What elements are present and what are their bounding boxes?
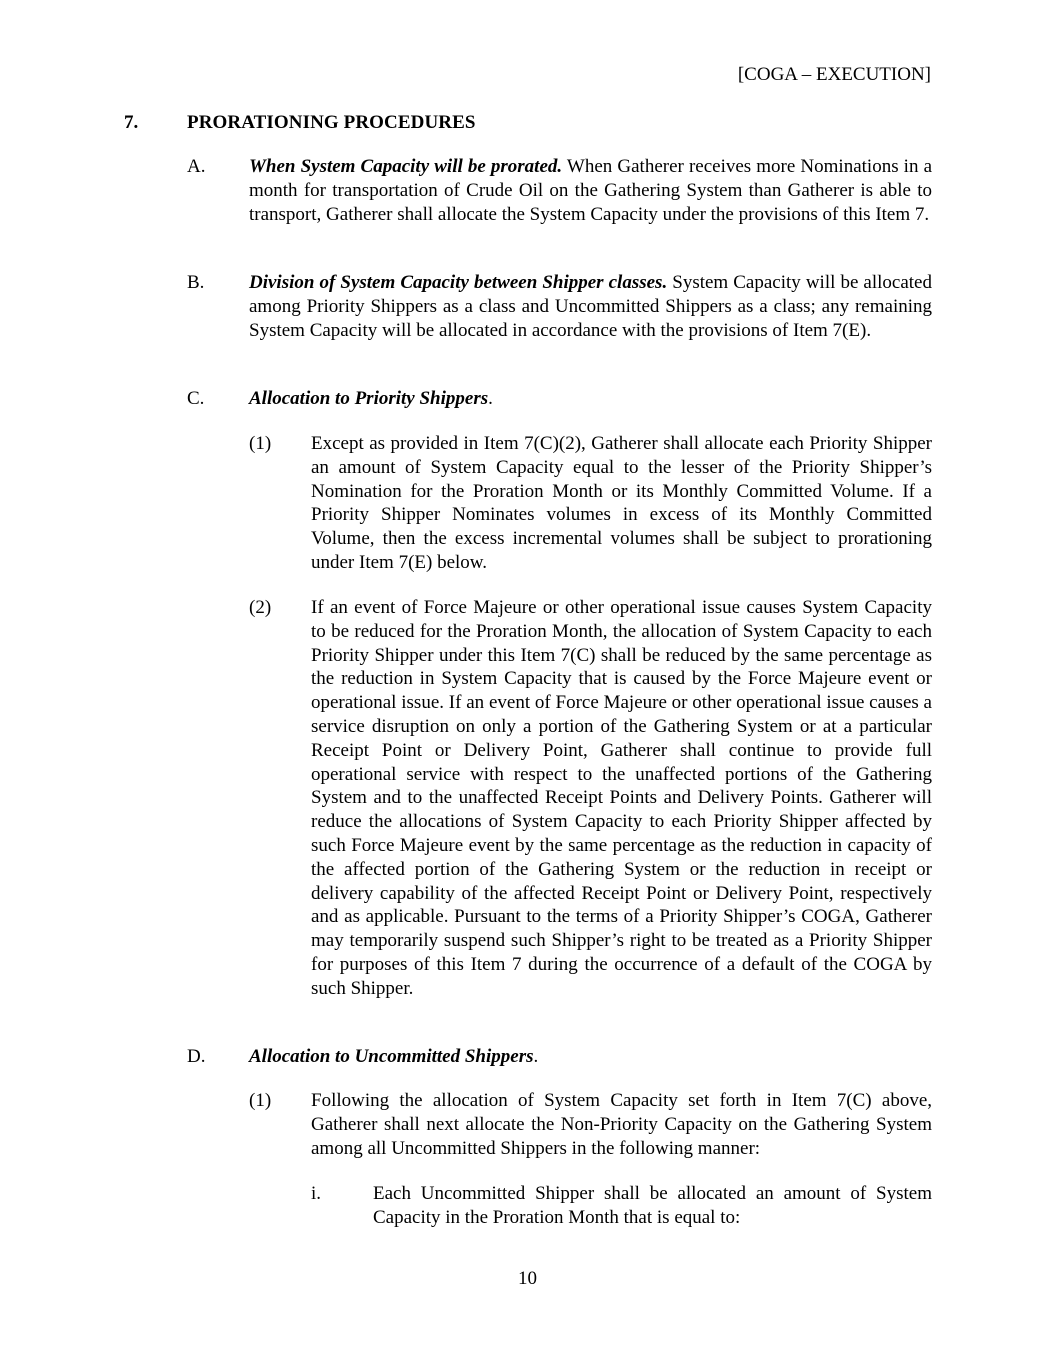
item-d-heading bbox=[249, 1045, 932, 1069]
section-number: 7. bbox=[124, 112, 139, 133]
item-a-paragraph bbox=[249, 155, 932, 226]
item-c2-paragraph: If an event of Force Majeure or other operational issue causes System Capacity to be reduced for the Proration Month, the allocation of System Capacity to each Priority Shipper under this Item 7(C) shall be reduced by the same percentage as the reduction in System Capacity that is caused by the Force Majeure event or operational issue. If an event of Force Majeure or other operational issue causes a service disruption on only a portion of the Gathering System or at a particular Receipt Point or Delivery Point, Gatherer shall continue to provide full operational service with respect to the unaffected portions of the Gathering System and to the unaffected Receipt Points and Delivery Points. Gatherer will reduce the allocations of System Capacity to each Priority Shipper affected by such Force Majeure event by the same percentage as the reduction in capacity of the affected portion of the Gathering System or the reduction in receipt or delivery capability of the affected Receipt Point or Delivery Point, respectively and as applicable. Pursuant to the terms of a Priority Shipper’s COGA, Gatherer may temporarily suspend such Shipper’s right to be treated as a Priority Shipper for purposes of this Item 7 during the occurrence of a default of the COGA by such Shipper. bbox=[311, 597, 932, 999]
item-d-trail: . bbox=[533, 1046, 539, 1067]
section-title: PRORATIONING PROCEDURES bbox=[187, 112, 476, 133]
item-c-label: C. bbox=[187, 388, 205, 409]
document-header-tag: [COGA – EXECUTION] bbox=[737, 64, 931, 85]
item-c1-paragraph: Except as provided in Item 7(C)(2), Gatherer shall allocate each Priority Shipper an amount of System Capacity equal to the lesser of the Priority Shipper’s Nomination for the Proration Month or its Monthly Committed Volume. If a Priority Shipper Nominates volumes in excess of its Monthly Committed Volume, then the excess incremental volumes shall be subject to prorationing under Item 7(E) below. bbox=[311, 433, 932, 573]
item-di-label: i. bbox=[311, 1183, 322, 1204]
item-a-text: When Gatherer receives more Nominations in a month for transportation of Crude Oil on the Gathering System than Gatherer is able to transport, Gatherer shall allocate the System Capacity under the provisions of this Item 7. bbox=[249, 156, 932, 225]
item-c1-label: (1) bbox=[249, 433, 272, 454]
item-c-heading bbox=[249, 387, 932, 411]
item-d1-paragraph: Following the allocation of System Capacity set forth in Item 7(C) above, Gatherer shall next allocate the Non-Priority Capacity on the Gathering System among all Uncommitted Shippers in the following manner: bbox=[311, 1090, 932, 1159]
page-number: 10 bbox=[518, 1268, 537, 1289]
item-a-label: A. bbox=[187, 156, 206, 177]
item-b-text: System Capacity will be allocated among Priority Shippers as a class and Uncommitted Shippers as a class; any remaining System Capacity will be allocated in accordance with the provisions of Item 7(E). bbox=[249, 272, 932, 341]
item-c2-label: (2) bbox=[249, 597, 272, 618]
item-d1-label: (1) bbox=[249, 1090, 272, 1111]
item-b-label: B. bbox=[187, 272, 205, 293]
item-b-lead: Division of System Capacity between Shipper classes. bbox=[249, 272, 668, 293]
item-a-lead: When System Capacity will be prorated. bbox=[249, 156, 563, 177]
item-c-lead: Allocation to Priority Shippers bbox=[249, 388, 489, 409]
item-d-label: D. bbox=[187, 1046, 206, 1067]
item-di-paragraph: Each Uncommitted Shipper shall be allocated an amount of System Capacity in the Proration Month that is equal to: bbox=[373, 1183, 932, 1228]
item-c-trail: . bbox=[488, 388, 493, 409]
item-d-lead: Allocation to Uncommitted Shippers bbox=[249, 1046, 534, 1067]
item-b-paragraph bbox=[249, 271, 932, 342]
